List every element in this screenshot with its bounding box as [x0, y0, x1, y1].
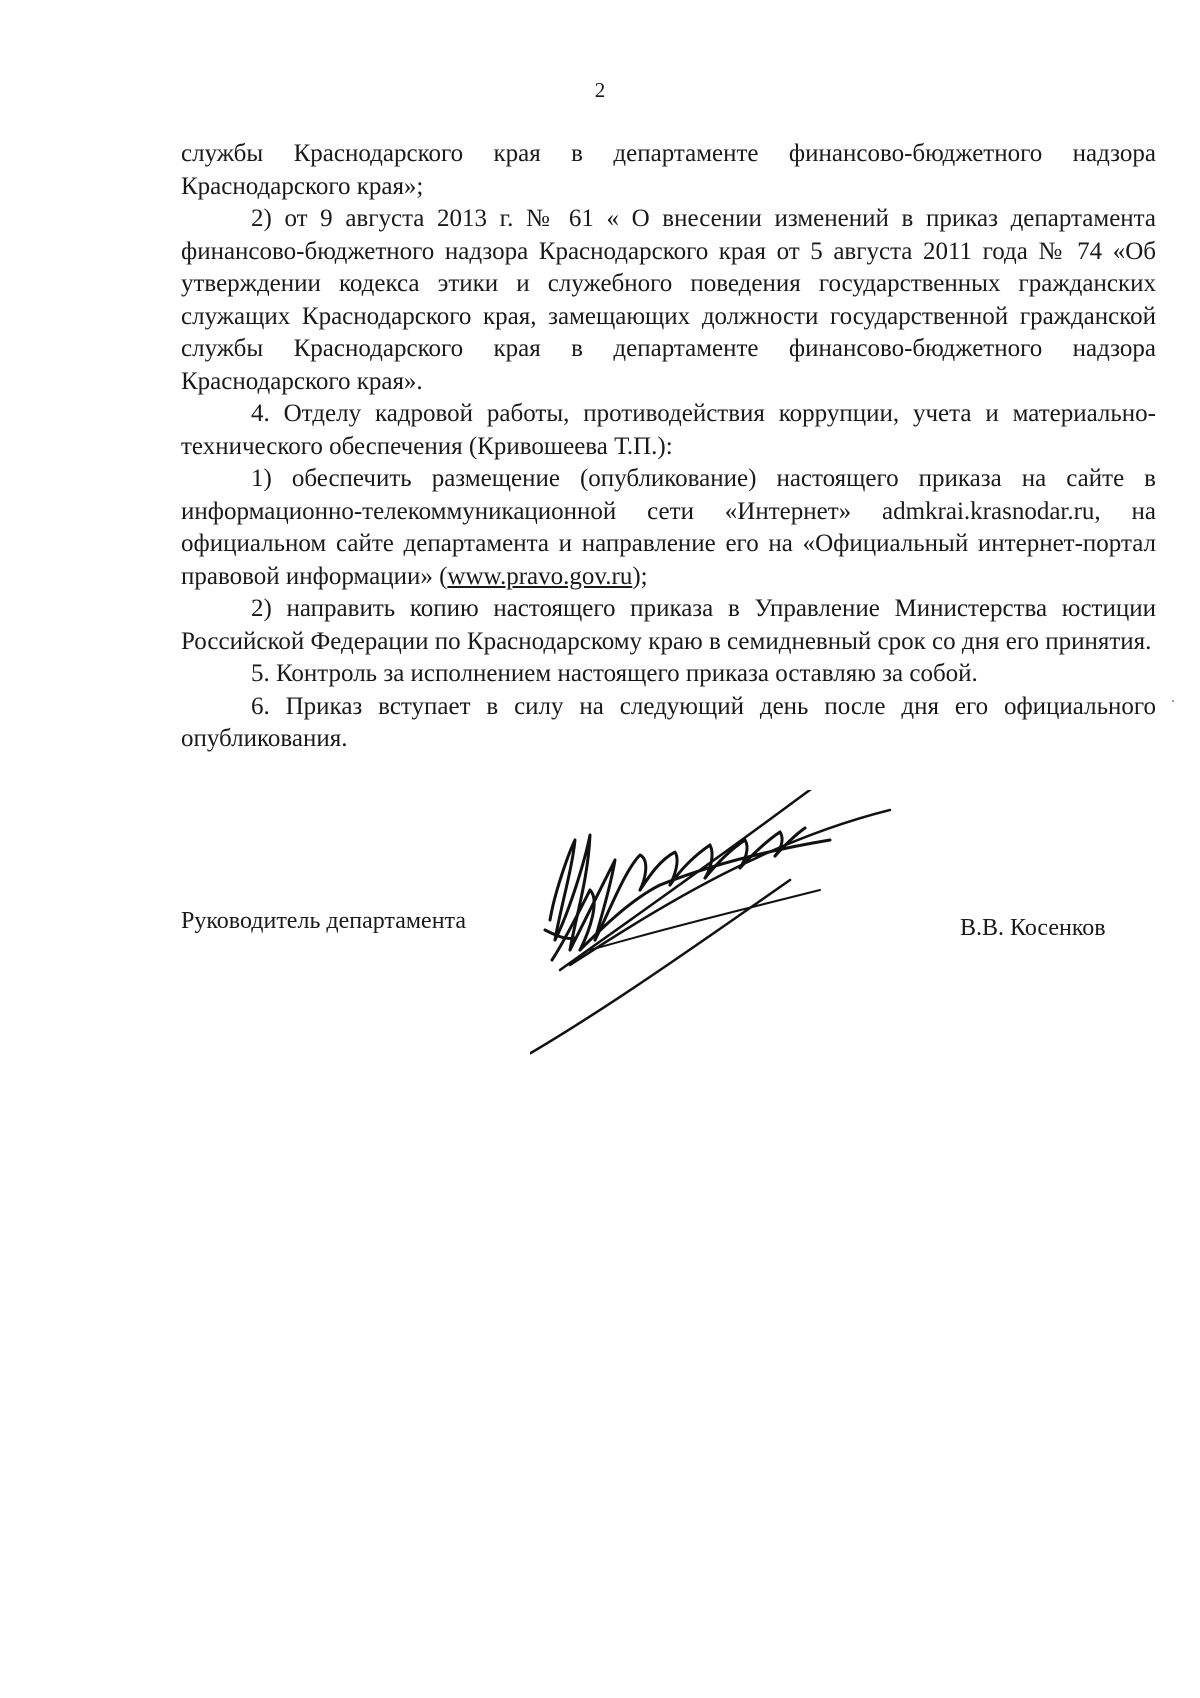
pravo-gov-link[interactable]: www.pravo.gov.ru	[447, 562, 633, 590]
signer-title: Руководитель департамента	[181, 908, 466, 934]
paragraph-item-2: 2) от 9 августа 2013 г. № 61 « О внесении изменений в приказ департамента финансово-бюджетного надзора Краснодарского края от 5 августа 2011 года № 74 «Об утверждении кодекса этики и служебного поведения государственных гражданских служащих Краснодарского края, замещающих должности государственной гражданской службы Краснодарского края в департаменте финансово-бюджетного надзора Краснодарского края».	[181, 205, 1156, 395]
handwritten-signature	[530, 790, 930, 1070]
paragraph-point-4: 4. Отделу кадровой работы, противодействия коррупции, учета и материально-технического обеспечения (Кривошеева Т.П.):	[181, 400, 1156, 460]
page-number: 2	[594, 78, 606, 102]
paragraph-subpoint-2: 2) направить копию настоящего приказа в Управление Министерства юстиции Российской Федерации по Краснодарскому краю в семидневный срок со дня его принятия.	[181, 595, 1156, 655]
subpoint-1-text-end: );	[632, 562, 648, 590]
signer-name: В.В. Косенков	[960, 915, 1106, 941]
paragraph-point-6: 6. Приказ вступает в силу на следующий день после дня его официального опубликования.	[181, 692, 1156, 752]
paragraph-continuation: службы Краснодарского края в департаменте финансово-бюджетного надзора Краснодарского края»;	[181, 140, 1156, 200]
paragraph-point-5: 5. Контроль за исполнением настоящего приказа оставляю за собой.	[251, 660, 978, 687]
subpoint-1-text: 1) обеспечить размещение (опубликование) настоящего приказа на сайте в информационно-телекоммуникационной сети «Интернет» admkrai.krasnodar.ru, на официальном сайте департамента и направление его на «Официальный интернет-портал правовой информации» (	[181, 465, 1156, 590]
scan-artifact	[1172, 700, 1174, 702]
